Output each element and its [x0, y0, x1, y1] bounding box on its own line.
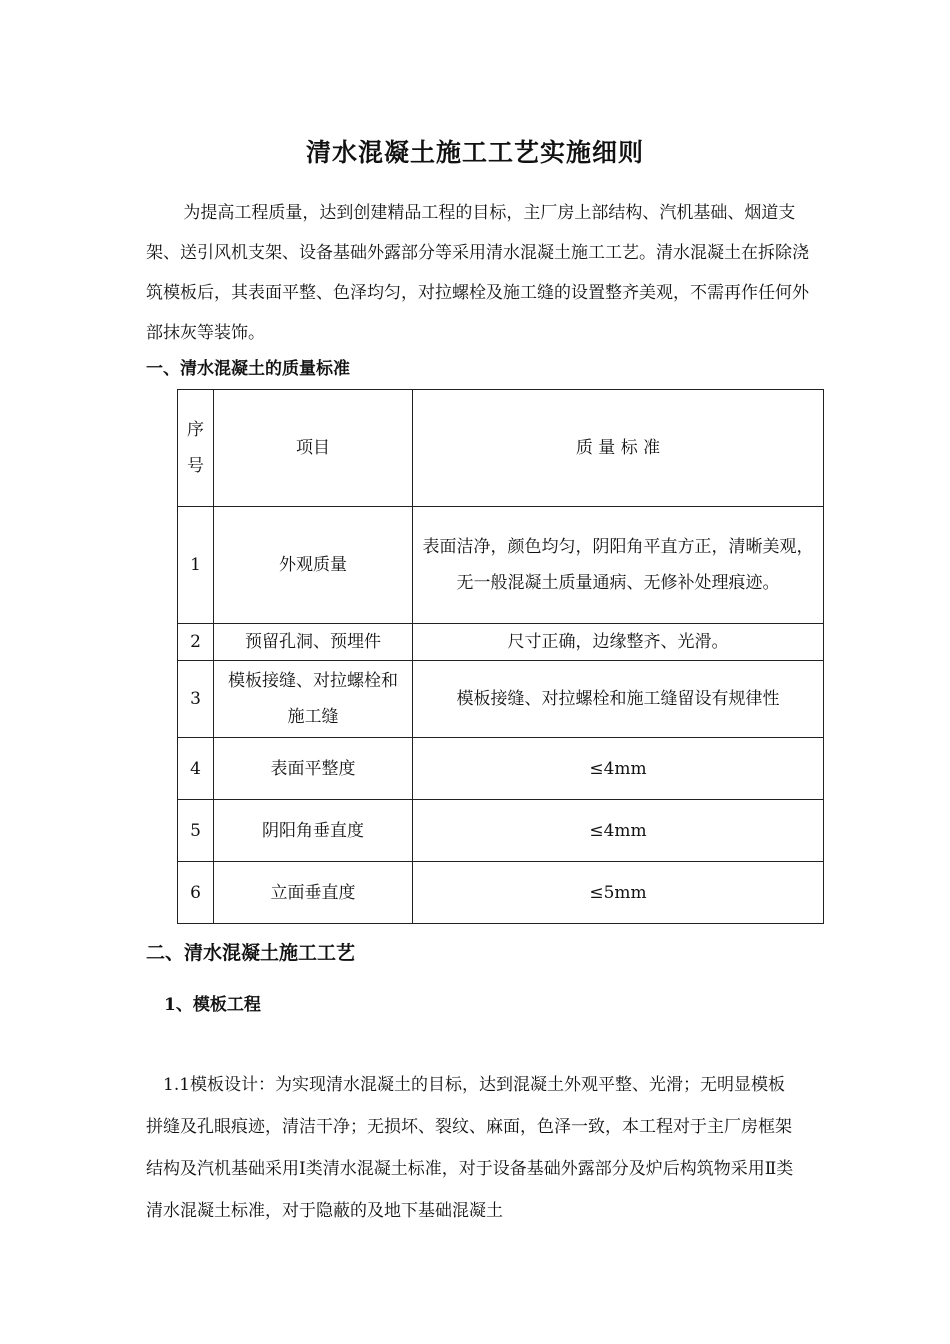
header-standard: 质 量 标 准: [413, 390, 824, 507]
intro-paragraph: [146, 193, 816, 353]
table-row: [178, 862, 824, 924]
row-standard: 表面洁净，颜色均匀，阴阳角平直方正，清晰美观，无一般混凝土质量通病、无修补处理痕迹。: [413, 507, 824, 624]
formwork-design-paragraph: [146, 1064, 796, 1232]
row-item: 阴阳角垂直度: [214, 800, 413, 862]
document-title: 清水混凝土施工工艺实施细则: [305, 138, 644, 167]
row-item: 预留孔洞、预埋件: [214, 624, 413, 661]
table-row: [178, 800, 824, 862]
table-header-row: [178, 390, 824, 507]
row-seq: 1: [178, 507, 214, 624]
row-seq: 2: [178, 624, 214, 661]
table-row: [178, 624, 824, 661]
row-seq: 3: [178, 661, 214, 738]
row-item: 外观质量: [214, 507, 413, 624]
formwork-design-text: 1.1模板设计：为实现清水混凝土的目标，达到混凝土外观平整、光滑；无明显模板拼缝及孔眼痕迹，清洁干净；无损坏、裂纹、麻面，色泽一致，本工程对于主厂房框架结构及汽机基础采用Ⅰ类清水混凝土标准，对于设备基础外露部分及炉后构筑物采用Ⅱ类清水混凝土标准，对于隐蔽的及地下基础混凝土: [146, 1075, 794, 1221]
row-standard: 尺寸正确，边缘整齐、光滑。: [413, 624, 824, 661]
row-item: 表面平整度: [214, 738, 413, 800]
subsection-heading-formwork: 1、模板工程: [164, 995, 261, 1015]
row-standard: ≤5mm: [413, 862, 824, 924]
table-row: [178, 507, 824, 624]
intro-text: 为提高工程质量，达到创建精品工程的目标，主厂房上部结构、汽机基础、烟道支架、送引风机支架、设备基础外露部分等采用清水混凝土施工工艺。清水混凝土在拆除浇筑模板后，其表面平整、色泽均匀，对拉螺栓及施工缝的设置整齐美观，不需再作任何外部抹灰等装饰。: [146, 203, 809, 343]
header-seq: 序号: [178, 390, 214, 507]
row-standard: 模板接缝、对拉螺栓和施工缝留设有规律性: [413, 661, 824, 738]
section-heading-construction-process: 二、清水混凝土施工工艺: [146, 942, 356, 964]
row-seq: 5: [178, 800, 214, 862]
row-item: 立面垂直度: [214, 862, 413, 924]
row-standard: ≤4mm: [413, 800, 824, 862]
row-seq: 4: [178, 738, 214, 800]
section-heading-quality-standard: 一、清水混凝土的质量标准: [146, 359, 350, 379]
header-item: 项目: [214, 390, 413, 507]
table-row: [178, 661, 824, 738]
row-item: 模板接缝、对拉螺栓和施工缝: [214, 661, 413, 738]
table-row: [178, 738, 824, 800]
quality-standard-table: [177, 389, 824, 924]
row-standard: ≤4mm: [413, 738, 824, 800]
row-seq: 6: [178, 862, 214, 924]
